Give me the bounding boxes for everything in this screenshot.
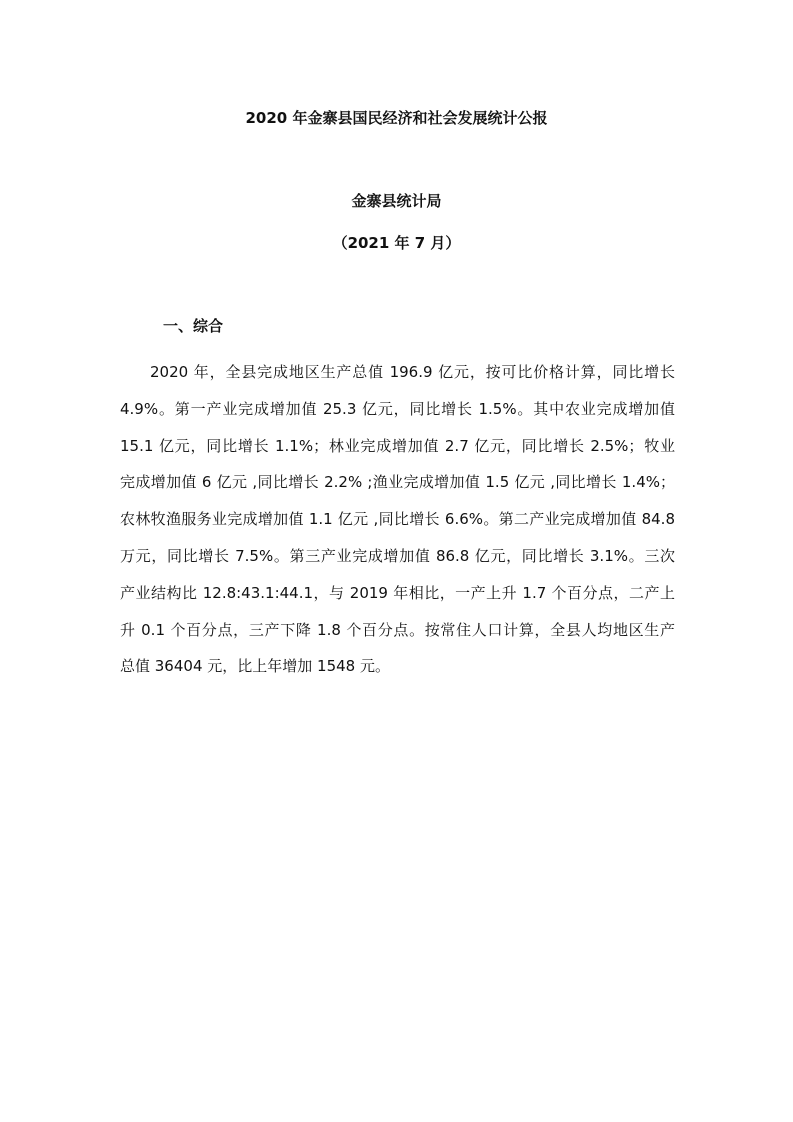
paragraph-line: 完成增加值 6 亿元 ,同比增长 2.2% ;渔业完成增加值 1.5 亿元 ,同比增长 1.4%；	[120, 473, 675, 492]
document-date: （2021 年 7 月）	[332, 234, 461, 252]
paragraph-line: 升 0.1 个百分点，三产下降 1.8 个百分点。按常住人口计算，全县人均地区生产	[120, 620, 675, 639]
paragraph-line: 总值 36404 元，比上年增加 1548 元。	[120, 657, 390, 676]
document-title: 2020 年金寨县国民经济和社会发展统计公报	[245, 109, 548, 127]
paragraph-line: 万元，同比增长 7.5%。第三产业完成增加值 86.8 亿元，同比增长 3.1%。三次	[120, 546, 675, 565]
paragraph-line: 产业结构比 12.8:43.1:44.1，与 2019 年相比，一产上升 1.7 个百分点，二产上	[120, 583, 675, 602]
paragraph-line: 农林牧渔服务业完成增加值 1.1 亿元 ,同比增长 6.6%。第二产业完成增加值 84.8	[120, 510, 675, 529]
section-heading: 一、综合	[163, 317, 224, 335]
paragraph-line: 4.9%。第一产业完成增加值 25.3 亿元，同比增长 1.5%。其中农业完成增加值	[120, 399, 675, 418]
paragraph-line: 15.1 亿元，同比增长 1.1%；林业完成增加值 2.7 亿元，同比增长 2.5%；牧业	[120, 436, 675, 455]
paragraph-line: 2020 年，全县完成地区生产总值 196.9 亿元，按可比价格计算，同比增长	[150, 363, 675, 381]
document-author: 金寨县统计局	[351, 192, 442, 210]
body-paragraph	[120, 354, 675, 685]
